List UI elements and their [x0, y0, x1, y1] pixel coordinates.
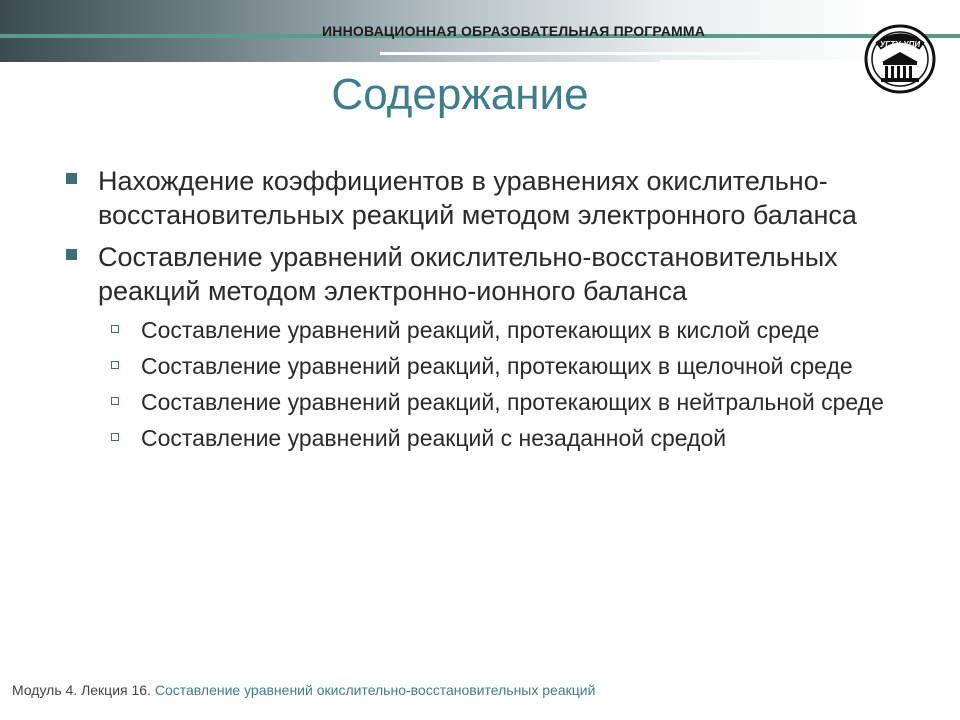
square-bullet-icon — [66, 249, 77, 260]
slide-title: Содержание — [331, 70, 589, 119]
footer-module: Модуль 4. Лекция 16. — [12, 682, 151, 698]
hollow-square-bullet-icon — [111, 325, 119, 333]
sublist-item — [108, 424, 896, 453]
hollow-square-bullet-icon — [111, 397, 119, 405]
footer-title: Составление уравнений окислительно-восстановительных реакций — [154, 682, 596, 698]
sublist-item — [108, 352, 896, 381]
list-item — [66, 164, 896, 232]
list-item — [66, 240, 896, 308]
header-stripe-light — [660, 60, 850, 63]
footer — [12, 682, 595, 698]
sublist-item-text: Составление уравнений реакций, протекающих в кислой среде — [141, 317, 820, 343]
square-bullet-icon — [66, 173, 77, 184]
header-stripe-light — [500, 66, 610, 68]
sublist-item — [108, 316, 896, 345]
content-list — [66, 164, 896, 460]
logo-text: УГТУ-УПИ — [879, 40, 921, 49]
sublist-item-text: Составление уравнений реакций с незаданной средой — [141, 425, 727, 451]
hollow-square-bullet-icon — [111, 361, 119, 369]
sublist-item-text: Составление уравнений реакций, протекающих в щелочной среде — [141, 353, 853, 379]
sublist-item-text: Составление уравнений реакций, протекающих в нейтральной среде — [141, 389, 884, 415]
sublist-item — [108, 388, 896, 417]
list-item-text: Составление уравнений окислительно-восстановительных реакций методом электронно-ионного баланса — [98, 242, 838, 306]
program-title: ИННОВАЦИОННАЯ ОБРАЗОВАТЕЛЬНАЯ ПРОГРАММА — [322, 23, 706, 39]
hollow-square-bullet-icon — [111, 433, 119, 441]
header-stripe-light — [380, 52, 760, 55]
sublist — [108, 316, 896, 453]
list-item-text: Нахождение коэффициентов в уравнениях окислительно-восстановительных реакций методом электронного баланса — [98, 166, 857, 230]
